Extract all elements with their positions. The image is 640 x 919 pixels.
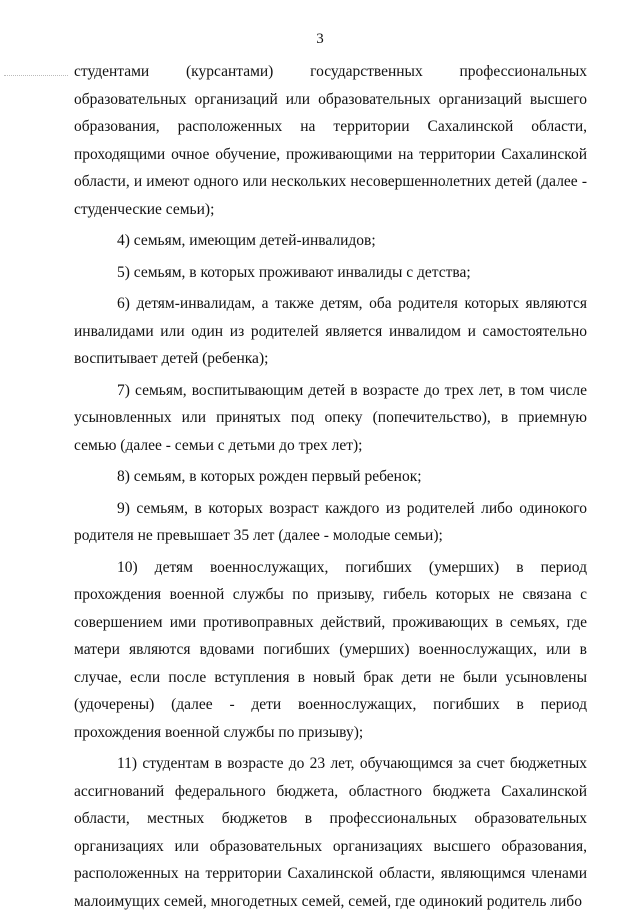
paragraph-item-10: 10) детям военнослужащих, погибших (умерших) в период прохождения военной службы по призыву, гибель которых не связана с совершением ими противоправных действий, проживающих в семьях, где матери являются вдовами погибших (умерших) военнослужащих, или в случае, если после вступления в новый брак дети не были усыновлены (удочерены) (далее - дети военнослужащих, погибших в период прохождения военной службы по призыву); <box>74 558 587 741</box>
paragraph-item-7: 7) семьям, воспитывающим детей в возрасте до трех лет, в том числе усыновленных или принятых под опеку (попечительство), в приемную семью (далее - семьи с детьми до трех лет); <box>74 381 587 454</box>
scan-artifact-line <box>4 75 68 78</box>
page-number: 3 <box>316 31 324 47</box>
paragraph-item-9: 9) семьям, в которых возраст каждого из родителей либо одинокого родителя не превышает 35 лет (далее - молодые семьи); <box>74 499 587 544</box>
paragraph-item-8: 8) семьям, в которых рожден первый ребенок; <box>117 468 422 485</box>
document-body <box>74 58 587 919</box>
paragraph-item-5: 5) семьям, в которых проживают инвалиды с детства; <box>117 263 471 281</box>
paragraph-item-4: 4) семьям, имеющим детей-инвалидов; <box>117 232 376 249</box>
paragraph-item-6: 6) детям-инвалидам, а также детям, оба родителя которых являются инвалидами или один из родителей является инвалидом и самостоятельно воспитывает детей (ребенка); <box>74 295 587 367</box>
paragraph-item-11: 11) студентам в возрасте до 23 лет, обучающимся за счет бюджетных ассигнований федерального бюджета, областного бюджета Сахалинской области, местных бюджетов в профессиональных образовательных организациях или образовательных организациях высшего образования, расположенных на территории Сахалинской области, являющимся членами малоимущих семей, многодетных семей, семей, где одинокий родитель либо <box>74 755 587 910</box>
paragraph-continuation: студентами (курсантами) государственных профессиональных образовательных организаций или образовательных организаций высшего образования, расположенных на территории Сахалинской области, проходящими очное обучение, проживающими на территории Сахалинской области, и имеют одного или нескольких несовершеннолетних детей (далее - студенческие семьи); <box>74 63 587 218</box>
